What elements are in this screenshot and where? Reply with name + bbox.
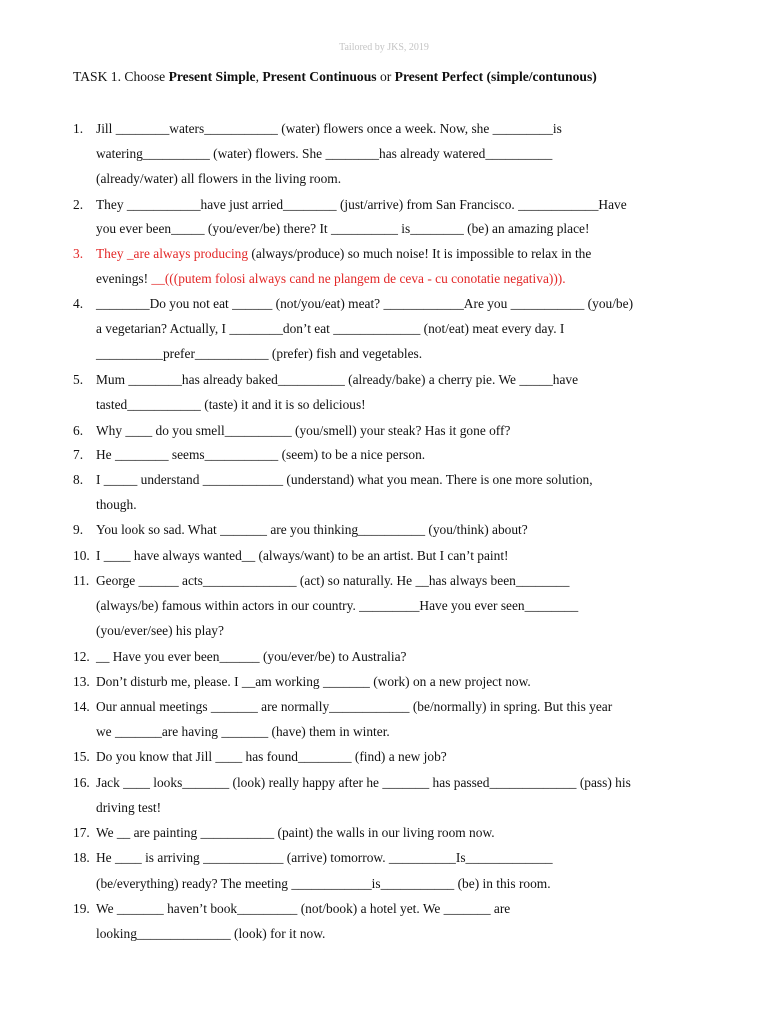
item-19-line-2: looking______________ (look) for it now. <box>96 926 326 941</box>
page-header: Tailored by JKS, 2019 <box>339 42 429 53</box>
item-3-line-2-lead: evenings! <box>96 271 152 286</box>
item-11-number: 11. <box>73 573 90 588</box>
item-4-line-1: ________Do you not eat ______ (not/you/eat) meat? ____________Are you ___________ (you/be) <box>96 296 634 311</box>
item-11-line-3: (you/ever/see) his play? <box>96 623 224 638</box>
item-16-line-2: driving test! <box>96 800 162 815</box>
item-15-number: 15. <box>73 749 90 764</box>
item-2-line-2: you ever been_____ (you/ever/be) there? It __________ is________ (be) an amazing place! <box>96 221 590 236</box>
item-1-line-2: watering__________ (water) flowers. She ________has already watered__________ <box>96 146 553 161</box>
item-4-number: 4. <box>73 296 84 311</box>
task-title-present-continuous: Present Continuous <box>262 69 377 84</box>
item-3-line-1 <box>96 246 591 262</box>
item-10-number: 10. <box>73 548 90 563</box>
item-17-line-1: We __ are painting ___________ (paint) the walls in our living room now. <box>96 825 495 840</box>
task-title-sep1: , <box>255 69 263 84</box>
item-1-line-3: (already/water) all flowers in the living room. <box>96 171 342 186</box>
item-18-line-2: (be/everything) ready? The meeting ____________is___________ (be) in this room. <box>96 876 551 891</box>
item-14-number: 14. <box>73 699 90 714</box>
item-16-number: 16. <box>73 775 90 790</box>
item-1-number: 1. <box>73 121 84 136</box>
item-2-number: 2. <box>73 197 84 212</box>
item-3-answer: They _are always producing <box>96 246 249 261</box>
item-4-line-2: a vegetarian? Actually, I ________don’t eat _____________ (not/eat) meat every day. I <box>96 321 565 336</box>
item-3-note: __(((putem folosi always cand ne plangem de ceva - cu conotatie negativa))). <box>151 271 566 286</box>
item-13-line-1: Don’t disturb me, please. I __am working _______ (work) on a new project now. <box>96 674 531 689</box>
item-12-number: 12. <box>73 649 90 664</box>
item-7-line-1: He ________ seems___________ (seem) to be a nice person. <box>96 447 426 462</box>
item-2-line-1: They ___________have just arried________ (just/arrive) from San Francisco. ____________Have <box>96 197 627 212</box>
task-title <box>73 69 753 85</box>
item-5-number: 5. <box>73 372 84 387</box>
task-title-present-perfect: Present Perfect (simple/contunous) <box>394 69 597 84</box>
item-8-number: 8. <box>73 472 84 487</box>
item-11-line-1: George ______ acts______________ (act) so naturally. He __has always been________ <box>96 573 570 588</box>
item-10-line-1: I ____ have always wanted__ (always/want) to be an artist. But I can’t paint! <box>96 548 509 563</box>
task-title-sep2: or <box>376 69 395 84</box>
item-9-number: 9. <box>73 522 84 537</box>
item-8-line-2: though. <box>96 497 137 512</box>
task-title-prefix: TASK 1. Choose <box>73 69 169 84</box>
item-16-line-1: Jack ____ looks_______ (look) really happy after he _______ has passed_____________ (pass) his <box>96 775 631 790</box>
item-3-line-2 <box>96 271 566 287</box>
item-9-line-1: You look so sad. What _______ are you thinking__________ (you/think) about? <box>96 522 528 537</box>
item-19-line-1: We _______ haven’t book_________ (not/book) a hotel yet. We _______ are <box>96 901 511 916</box>
item-3-line-1-rest: (always/produce) so much noise! It is impossible to relax in the <box>248 246 592 261</box>
item-18-line-1: He ____ is arriving ____________ (arrive) tomorrow. __________Is_____________ <box>96 850 553 865</box>
item-17-number: 17. <box>73 825 90 840</box>
item-5-line-1: Mum ________has already baked__________ (already/bake) a cherry pie. We _____have <box>96 372 579 387</box>
item-14-line-1: Our annual meetings _______ are normally____________ (be/normally) in spring. But this year <box>96 699 613 714</box>
item-18-number: 18. <box>73 850 90 865</box>
item-6-number: 6. <box>73 423 84 438</box>
item-6-line-1: Why ____ do you smell__________ (you/smell) your steak? Has it gone off? <box>96 423 511 438</box>
item-5-line-2: tasted___________ (taste) it and it is so delicious! <box>96 397 366 412</box>
item-14-line-2: we _______are having _______ (have) them in winter. <box>96 724 390 739</box>
item-11-line-2: (always/be) famous within actors in our country. _________Have you ever seen________ <box>96 598 579 613</box>
item-3-number: 3. <box>73 246 84 261</box>
item-12-line-1: __ Have you ever been______ (you/ever/be) to Australia? <box>96 649 407 664</box>
task-title-present-simple: Present Simple <box>168 69 256 84</box>
item-1-line-1: Jill ________waters___________ (water) flowers once a week. Now, she _________is <box>96 121 562 136</box>
item-8-line-1: I _____ understand ____________ (understand) what you mean. There is one more solution, <box>96 472 593 487</box>
item-19-number: 19. <box>73 901 90 916</box>
item-7-number: 7. <box>73 447 84 462</box>
item-15-line-1: Do you know that Jill ____ has found________ (find) a new job? <box>96 749 447 764</box>
item-13-number: 13. <box>73 674 90 689</box>
item-4-line-3: __________prefer___________ (prefer) fish and vegetables. <box>96 346 423 361</box>
